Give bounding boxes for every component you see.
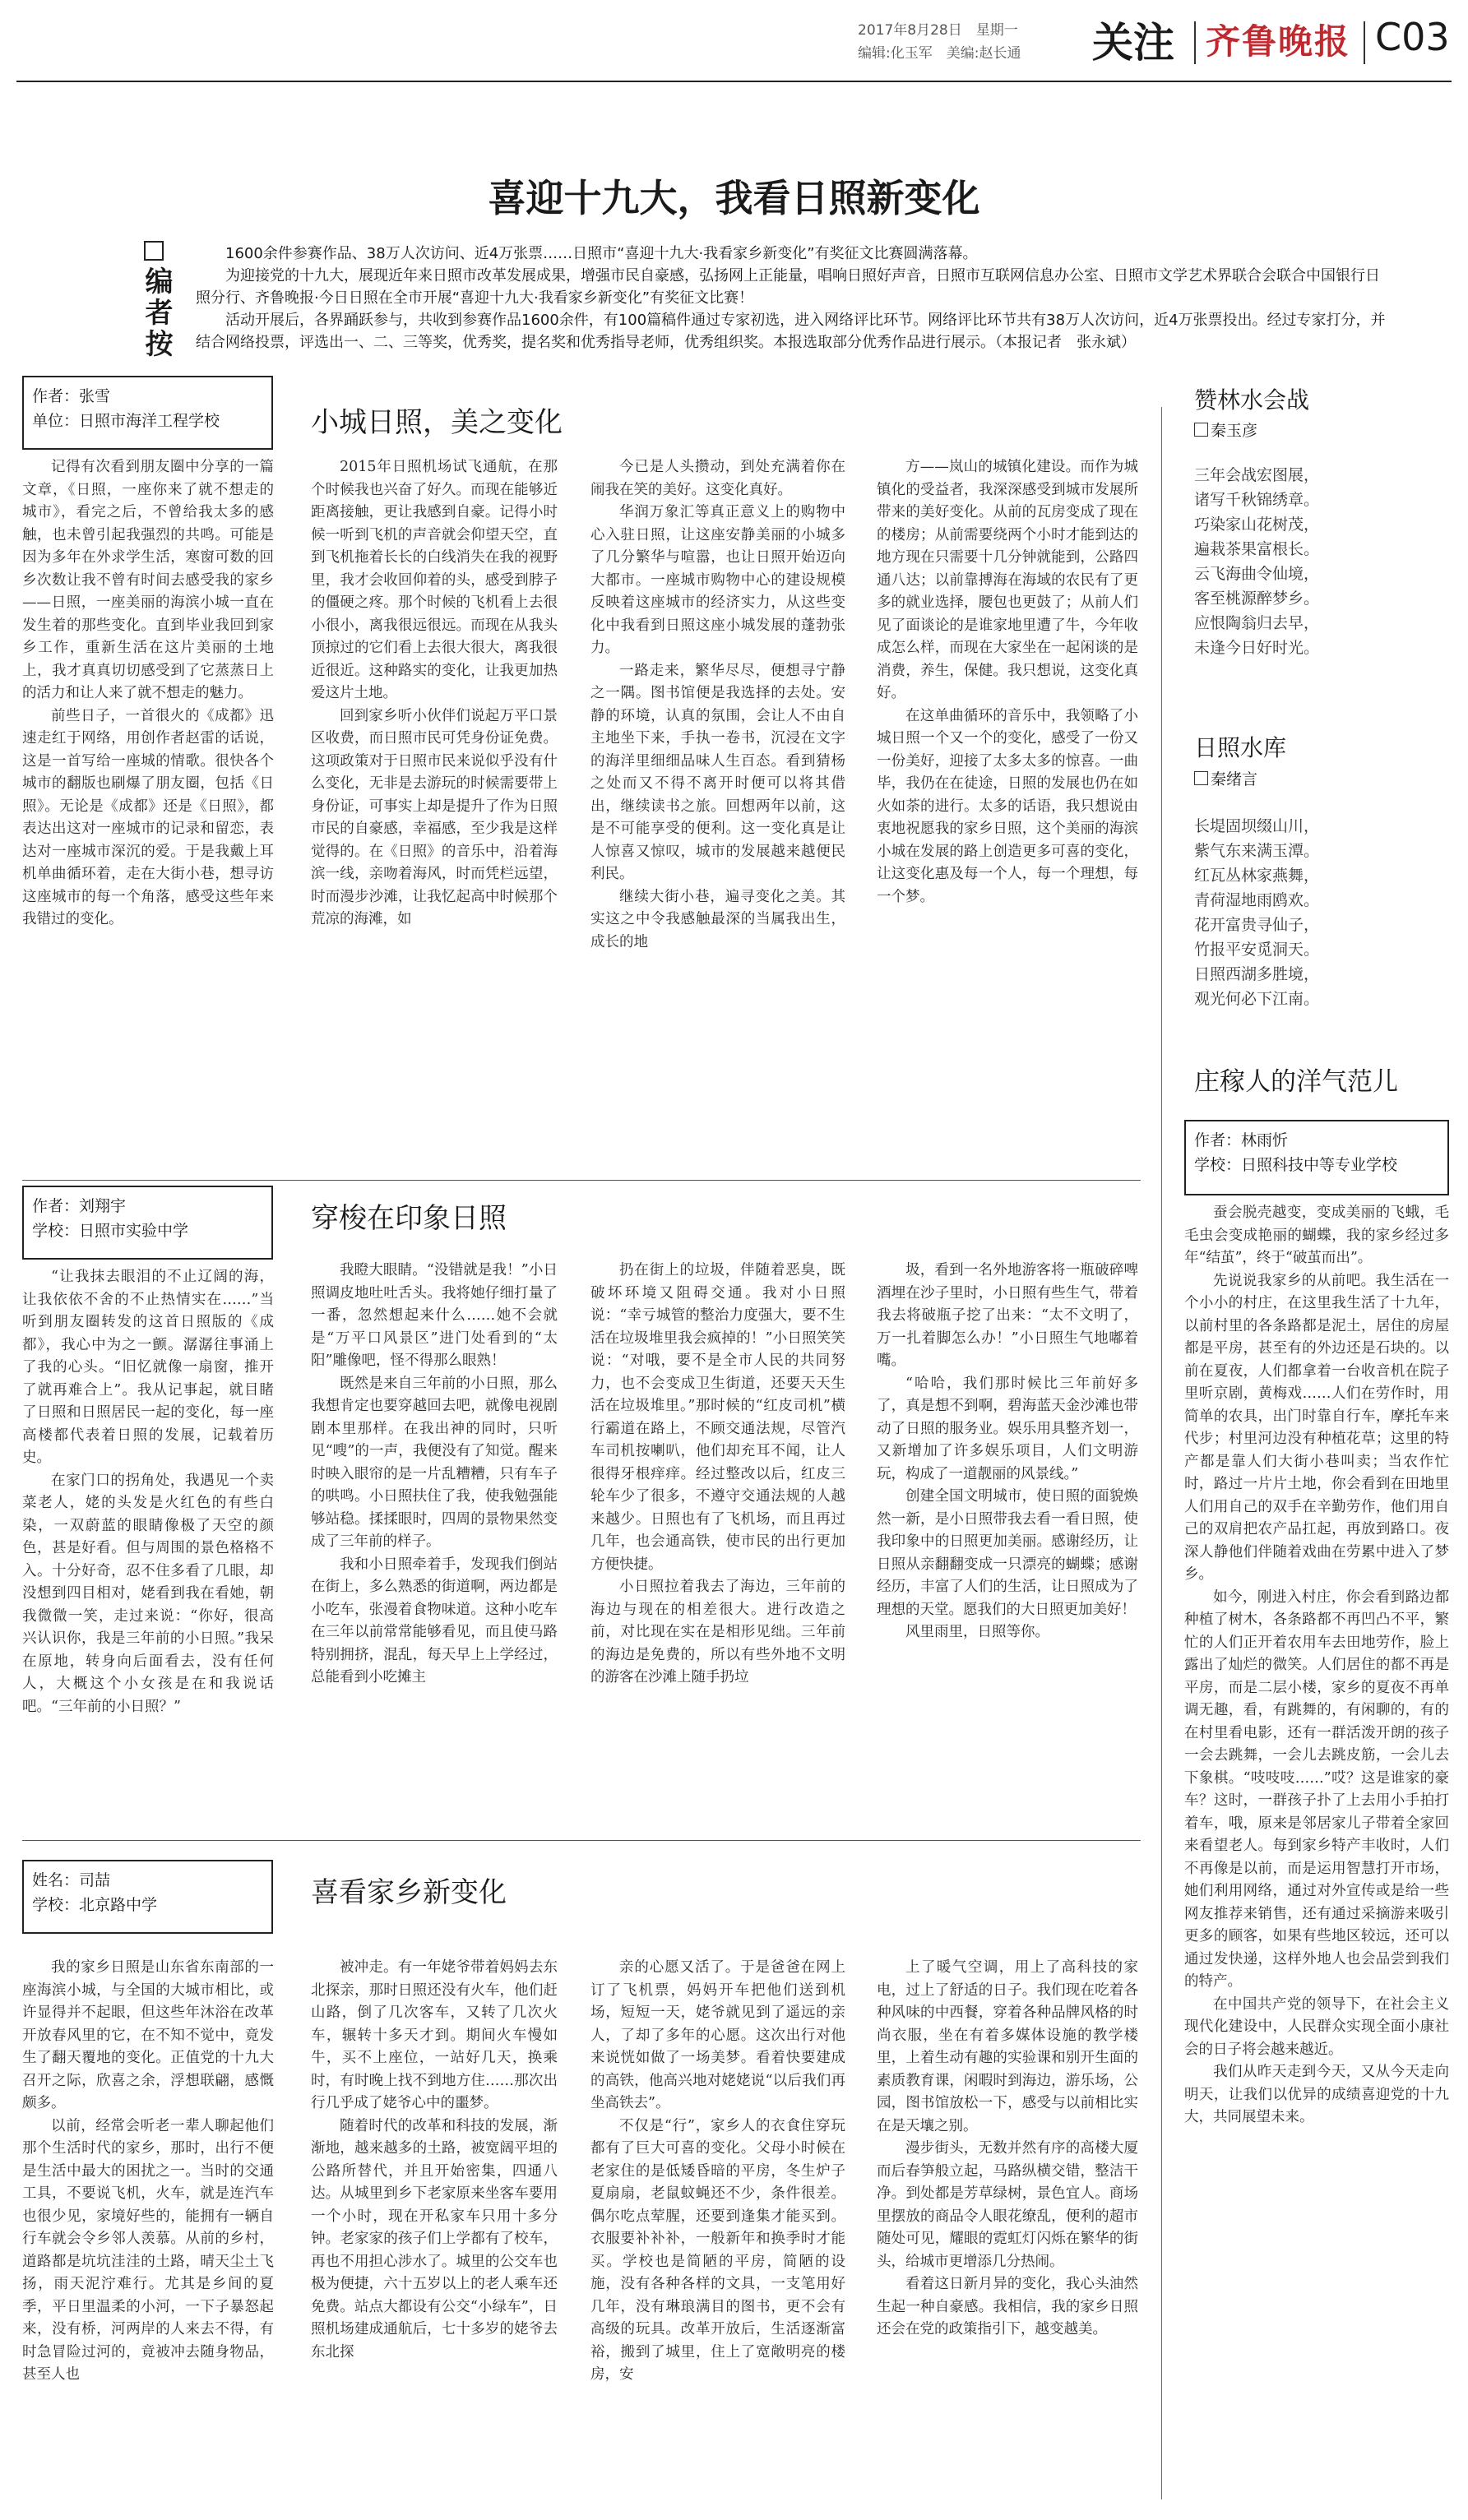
poem-line: 三年会战宏图展， [1194,466,1320,484]
poem-line: 巧染家山花树茂， [1194,516,1320,534]
poem-title: 日照水库 [1194,734,1287,761]
author-box [22,376,273,450]
poem-line: 客至桃源醉梦乡。 [1194,590,1320,608]
article-column [311,456,558,1205]
article-paragraph: 2015年日照机场试飞通航，在那个时候我也兴奋了好久。而现在能够近距离接触，更让我感到自豪。记得小时候一听到飞机的声音就会仰望天空，直到飞机拖着长长的白线消失在我的视野里，我才会收回仰着的头，感受到脖子的僵硬之疼。那个时候的飞机看上去很小很小，离我很远很远。而现在从我头顶掠过的它们看上去很大很大，离我很近很近。这种路实的变化，让我更加热爱这片土地。 [311,459,558,701]
poem-author [1194,767,1257,789]
article-paragraph: 风里雨里，日照等你。 [905,1624,1049,1640]
article-paragraph: 方——岚山的城镇化建设。而作为城镇化的受益者，我深深感受到城市发展所带来的美好变化。从前的瓦房变成了现在的楼房；从前需要绕两个小时才能到达的地方现在只需要十几分钟就能到，公路四通八达；以前靠搏海在海域的农民有了更多的就业选择，腰包也更鼓了；从前人们见了面谈论的是谁家地里遭了牛，今年收成怎么样，而现在大家坐在一起闲谈的是消费，养生，保健。我只想说，这变化真好。 [877,459,1138,701]
article-column [311,1260,558,1901]
poem-body [1194,463,1441,660]
article-paragraph: “让我抹去眼泪的不止辽阔的海，让我依依不舍的不止热情实在……”当听到朋友圈转发的这首日照版的《成都》，我心中为之一颤。潺潺往事涌上了我的心头。“旧忆就像一扇窗，推开了就再难合上”。我从记事起，就目睹了日照和日照居民一起的变化，每一座高楼都代表着日照的发展，记载着历史。 [22,1269,274,1466]
article-paragraph: 创建全国文明城市，使日照的面貌焕然一新，是小日照带我去看一看日照，使我印象中的日照更加美丽。感谢经历，让日照从亲翻翻变成一只漂亮的蝴蝶；感谢经历，丰富了人们的生活，让日照成为了理想的天堂。愿我们的大日照更加美好！ [877,1488,1138,1618]
poem-body [1194,814,1441,1011]
article-paragraph: 今已是人头攒动，到处充满着你在闹我在笑的美好。这变化真好。 [590,459,845,498]
article-column [877,456,1138,1205]
article-paragraph: 我和小日照牵着手，发现我们倒站在街上，多么熟悉的街道啊，两边都是小吃车，张漫着食物味道。这种小吃车在三年以前常常能够看见，而且使马路特别拥挤，混乱，每天早上上学经过，总能看到小吃摊主 [311,1556,558,1685]
article-separator [22,1840,1141,1841]
poem-line: 青荷湿地雨鸥欢。 [1194,891,1320,909]
editor-note-label: 编者按 [140,266,173,360]
author-box [22,1860,273,1934]
article-column [1184,1202,1449,2505]
article-paragraph: 一路走来，繁华尽尽，便想寻宁静之一隅。图书馆便是我选择的去处。安静的环境，认真的氛围，会让人不由自主地坐下来，手执一卷书，沉浸在文字的海洋里细细品味人生百态。看到猜杨之处而又不得不离开时便可以将其借出，继续读书之旅。回想两年以前，这是不可能享受的便利。这一变化真是让人惊喜又惊叹，城市的发展越来越便民利民。 [590,662,845,882]
article-paragraph: 看着这日新月异的变化，我心头油然生起一种自豪感。我相信，我的家乡日照还会在党的政策指引下，越变越美。 [877,2276,1138,2337]
article-paragraph: 在这单曲循环的音乐中，我领略了小城日照一个又一个的变化，感受了一份又一份美好，迎接了太多太多的惊喜。一曲毕，我仍在在徒途，日照的发展也仍在如火如荼的进行。太多的话语，我只想说由衷地祝愿我的家乡日照，这个美丽的海滨小城在发展的路上创造更多可喜的变化，让这变化惠及每一个人，每一个理想，每一个梦。 [877,707,1138,905]
article-paragraph: 我的家乡日照是山东省东南部的一座海滨小城，与全国的大城市相比，或许显得并不起眼，但这些年沐浴在改革开放春风里的它，在不知不觉中，竟发生了翻天覆地的变化。正值党的十九大召开之际，欣喜之余，浮想联翩，感慨颇多。 [22,1959,274,2111]
poem-line: 未逢今日好时光。 [1194,639,1320,657]
author-box [1184,1120,1449,1195]
article-column [877,1260,1138,1901]
article-paragraph: 我瞪大眼睛。“没错就是我！”小日照调皮地吐吐舌头。我将她仔细打量了一番，忽然想起来什么……她不会就是“万平口风景区”进门处看到的“太阳”雕像吧，怪不得那么眼熟！ [311,1262,558,1369]
author-unit: 学校：北京路中学 [32,1896,158,1914]
editor-note-box-icon [144,241,164,261]
poem-line: 长堤固坝缀山川， [1194,817,1320,835]
article-column [22,1957,274,2504]
author-name: 作者：刘翔宇 [32,1197,127,1215]
article-paragraph: 我们从昨天走到今天，又从今天走向明天，让我们以优异的成绩喜迎党的十九大，共同展望未来。 [1184,2064,1449,2125]
article-paragraph: 前些日子，一首很火的《成都》迅速走红于网络，用创作者赵雷的话说，这是一首写给一座城的情歌。很快各个城市的翻版也刷爆了朋友圈，包括《日照》。无论是《成都》还是《日照》，都表达出这对一座城市的记录和留恋，表达对一座城市深沉的爱。于是我戴上耳机单曲循环着，走在大街小巷，想寻访这座城市的每一个角落，感受这些年来我错过的变化。 [22,707,274,927]
article-paragraph: 扔在街上的垃圾，伴随着恶臭，既破坏环境又阻碍交通。我对小日照说：“幸亏城管的整治力度强大，要不生活在垃圾堆里我会疯掉的！”小日照笑笑说：“对哦，要不是全市人民的共同努力，也不会变成卫生街道，还要天天生活在垃圾堆里。”那时候的“红皮司机”横行霸道在路上，不顾交通法规，尽管汽车司机按喇叭，他们却充耳不闻，让人很得牙根痒痒。经过整改以后，红皮三轮车少了很多，不遵守交通法规的人越来越少。日照也有了飞机场，而且再过几年，也会通高铁，使市民的出行更加方便快捷。 [590,1262,845,1573]
article-paragraph: 不仅是“行”，家乡人的衣食住穿玩都有了巨大可喜的变化。父母小时候在老家住的是低矮昏暗的平房，冬生炉子夏扇扇，老鼠蚊蝇还不少，条件很差。偶尔吃点荤腥，还要到逢集才能买到。衣服要补补补，一般新年和换季时才能买。学校也是简陋的平房，简陋的设施，没有各种各样的文具，一支笔用好几年，没有琳琅满目的图书，更不会有高级的玩具。改革开放后，生活逐渐富裕，搬到了城里，住上了宽敞明亮的楼房，安 [590,2117,845,2383]
article-column [22,1266,274,1899]
square-icon [1194,423,1208,437]
article-paragraph: 圾，看到一名外地游客将一瓶破碎啤酒埋在沙子里时，小日照有些生气，带着我去将破瓶子挖了出来：“太不文明了，万一扎着脚怎么办！”小日照生气地嘟着嘴。 [877,1262,1138,1369]
poem-line: 应恨陶翁归去早， [1194,614,1320,632]
poem-title: 赞林水会战 [1194,386,1310,414]
article-column [311,1957,558,2504]
article-paragraph: 如今，刚进入村庄，你会看到路边都种植了树木，各条路都不再凹凸不平，繁忙的人们正开着农用车去田地劳作，脸上露出了灿烂的微笑。人们居住的都不再是平房，而是二层小楼，家乡的夏夜不再单调无趣，看，有跳舞的，有闲聊的，有的在村里看电影，还有一群活泼开朗的孩子一会去跳舞，一会儿去跳皮筋，一会儿去下象棋。“吱吱吱……”哎？这是谁家的豪车？这时，一群孩子扑了上去用小手拍打着车，哦，原来是邻居家儿子带着全家回来看望老人。每到家乡特产丰收时，人们不再像是以前，而是运用智慧打开市场，她们利用网络，通过对外宣传或是给一些网友推荐来销售，还有通过采摘游来吸引更多的顾客，如果有些地区较远，还可以通过发快递，这样外地人也会品尝到我们的特产。 [1184,1588,1449,1990]
article-paragraph: 在家门口的拐角处，我遇见一个卖菜老人，姥的头发是火红色的有些白染，一双蔚蓝的眼睛像极了天空的颜色，甚是好看。但与周围的景色格格不入。十分好奇，忍不住多看了几眼，却没想到四目相对，姥看到我在看她，朝我微微一笑，走过来说：“你好，很高兴认识你，我是三年前的小日照。”我呆在原地，转身向后面看去，没有任何人，大概这个小女孩是在和我说话吧。“三年前的小日照？” [22,1472,274,1715]
poem-line: 花开富贵寻仙子， [1194,916,1320,934]
poem-line: 诸写千秋锦绣章。 [1194,491,1320,509]
poem-line: 紫气东来满玉潭。 [1194,842,1320,860]
poem-line: 观光何必下江南。 [1194,990,1320,1008]
article-column [590,1260,845,1901]
article-paragraph: 蚕会脱壳越变，变成美丽的飞蛾，毛毛虫会变成艳丽的蝴蝶，我的家乡经过多年“结茧”，终于“破茧而出”。 [1184,1205,1449,1266]
article-paragraph: 在中国共产党的领导下，在社会主义现代化建设中，人民群众实现全面小康社会的日子将会越来越近。 [1184,1995,1449,2058]
article-paragraph: 记得有次看到朋友圈中分享的一篇文章，《日照，一座你来了就不想走的城市》，看完之后，不曾给我太多的感触，也未曾引起我强烈的共鸣。可能是因为多年在外求学生活，寒窗可数的回乡次数让我不曾有时间去感受我的家乡——日照，一座美丽的海滨小城一直在发生着的那些变化。直到毕业我回到家乡工作，重新生活在这片美丽的土地上，我才真真切切感受到了它蒸蒸日上的活力和让人来了就不想走的魅力。 [22,459,274,701]
article-paragraph: 小日照拉着我去了海边，三年前的海边与现在的相差很大。进行改造之前，对比现在实在是相形见绌。三年前的海边是免费的，所以有些外地不文明的游客在沙滩上随手扔垃 [590,1579,845,1685]
poem-line: 遍栽茶果富根长。 [1194,540,1320,558]
poem-author [1194,418,1257,441]
author-name: 姓名：司喆 [32,1871,111,1889]
poem-line: 云飞海曲令仙境， [1194,565,1320,583]
author-unit: 学校：日照市实验中学 [32,1222,189,1240]
page-number: C03 [1375,15,1450,59]
author-box [22,1186,273,1260]
article-paragraph: 继续大街小巷，遍寻变化之美。其实这之中令我感触最深的当属我出生，成长的地 [590,888,845,950]
editor-note-paragraph: 1600余件参赛作品、38万人次访问、近4万张票……日照市“喜迎十九大·我看家乡新变化”有奖征文比赛圆满落幕。 [225,245,978,262]
newspaper-logo: 齐鲁晚报 [1206,21,1351,62]
article-title: 喜看家乡新变化 [311,1876,507,1909]
article-paragraph: 华润万象汇等真正意义上的购物中心入驻日照，让这座安静美丽的小城多了几分繁华与喧嚣，也让日照开始迈向大都市。一座城市购物中心的建设规模反映着这座城市的经济实力，从这些变化中我看到日照这座小城发展的蓬勃张力。 [590,504,845,656]
author-name: 作者：张雪 [32,387,111,405]
article-paragraph: 漫步街头，无数并然有序的高楼大厦而后春笋般立起，马路纵横交错，整洁干净。到处都是芳草绿树，景色宜人。商场里摆放的商品令人眼花缭乱，便利的超市随处可见，耀眼的霓虹灯闪烁在繁华的街头，给城市更增添几分热闹。 [877,2140,1138,2270]
issue-date: 2017年8月28日 星期一 [858,22,1018,39]
editor-note [196,243,1392,354]
article-paragraph: 回到家乡听小伙伴们说起万平口景区收费，而日照市民可凭身份证免费。这项政策对于日照市民来说似乎没有什么变化，无非是去游玩的时候需要带上身份证，可事实上却是提升了作为日照市民的自豪感，幸福感，至少我是这样觉得的。在《日照》的音乐中，沿着海滨一线，亲吻着海风，时而凭栏远望，时而漫步沙滩，让我忆起高中时候那个荒凉的海滩，如 [311,707,558,927]
author-name: 作者：林雨忻 [1194,1131,1289,1149]
article-paragraph: “哈哈，我们那时候比三年前好多了，真是想不到啊，碧海蓝天金沙滩也带动了日照的服务业。娱乐用具整齐划一，又新增加了许多娱乐项目，人们文明游玩，构成了一道靓丽的风景线。” [877,1375,1138,1482]
article-paragraph: 先说说我家乡的从前吧。我生活在一个小小的村庄，在这里我生活了十九年，以前村里的各条路都是泥土，居住的房屋都是平房，甚至有的外边还是石块的。以前在夏夜，人们都拿着一台收音机在院子里听京剧，黄梅戏……人们在劳作时，用简单的农具，出门时靠自行车，摩托车来代步；村里河边没有种植花草；这里的特产都是靠人们大街小巷叫卖；当农作忙时，路过一片片土地，你会看到在田地里人们用自己的双手在辛勤劳作，他们用自己的双肩把农产品扛起，再放到路口。夜深人静他们伴随着戏曲在劳累中进入了梦乡。 [1184,1272,1449,1583]
poem-author-name: 秦绪言 [1211,770,1258,788]
article-paragraph: 以前，经常会听老一辈人聊起他们那个生活时代的家乡，那时，出行不便是生活中最大的困扰之一。当时的交通工具，不要说飞机，火车，就是连汽车也很少见，家境好些的，能拥有一辆自行车就会令乡邻人羡慕。从前的乡村，道路都是坑坑洼洼的土路，晴天尘土飞扬，雨天泥泞难行。尤其是乡间的夏季，平日里温柔的小河，一下子暴怒起来，没有桥，河两岸的人来去不得，有时急冒险过河的，竟被冲去随身物品，甚至人也 [22,2117,274,2383]
article-title: 穿梭在印象日照 [311,1202,507,1235]
poem-author-name: 秦玉彦 [1211,422,1258,440]
editor-note-paragraph: 活动开展后，各界踊跃参与，共收到参赛作品1600余件，有100篇稿件通过专家初选，进入网络评比环节。网络评比环节共有38万人次访问，近4万张票投出。经过专家打分，并结合网络投票，评选出一、二、三等奖，优秀奖，提名奖和优秀指导老师，优秀组织奖。本报选取部分优秀作品进行展示。（本报记者 张永斌） [196,312,1386,351]
page-title: 喜迎十九大，我看日照新变化 [488,176,980,220]
square-icon [1194,771,1208,785]
article-title: 小城日照，美之变化 [311,406,563,439]
article-column [590,1957,845,2504]
article-separator [22,1180,1141,1181]
article-column [590,456,845,1205]
article-column [877,1957,1138,2504]
article-paragraph: 既然是来自三年前的小日照，那么我想肯定也要穿越回去吧，就像电视剧剧本里那样。在我出神的同时，只听见“嗖”的一声，我便没有了知觉。醒来时映入眼帘的是一片乱糟糟，只有车子的哄鸣。小日照扶住了我，使我勉强能够站稳。揉揉眼时，四周的景物果然变成了三年前的样子。 [311,1375,558,1550]
editor-note-paragraph: 为迎接党的十九大，展现近年来日照市改革发展成果，增强市民自豪感，弘扬网上正能量，唱响日照好声音，日照市互联网信息办公室、日照市文学艺术界联合会联合中国银行日照分行、齐鲁晚报·今日日照在全市开展“喜迎十九大·我看家乡新变化”有奖征文比赛！ [196,267,1380,307]
article-paragraph: 随着时代的改革和科技的发展，渐渐地，越来越多的土路，被宽阔平坦的公路所替代，并且开始密集，四通八达。从城里到乡下老家原来坐客车要用一个小时，现在开私家车只用十多分钟。老家家的孩子们上学都有了校车，再也不用担心涉水了。城里的公交车也极为便捷，六十五岁以上的老人乘车还免费。站点大都设有公交“小绿车”，日照机场建成通航后，七十多岁的姥爷去东北探 [311,2117,558,2360]
article-title: 庄稼人的洋气范儿 [1194,1067,1398,1097]
poem-line: 红瓦丛林家燕舞， [1194,867,1320,885]
poem-line: 竹报平安觅洞天。 [1194,941,1320,959]
author-unit: 学校：日照科技中等专业学校 [1194,1156,1398,1174]
article-paragraph: 亲的心愿又活了。于是爸爸在网上订了飞机票，妈妈开车把他们送到机场，短短一天，姥爷就见到了遥远的亲人，了却了多年的心愿。这次出行对他来说恍如做了一场美梦。看着快要建成的高铁，他高兴地对姥姥说“以后我们再坐高铁去”。 [590,1959,845,2111]
editors-line: 编辑:化玉军 美编:赵长通 [858,45,1021,62]
section-name: 关注 [1092,19,1174,67]
header-rule [16,81,1452,82]
article-column [22,456,274,1205]
column-divider [1161,407,1162,2499]
author-unit: 单位：日照市海洋工程学校 [32,412,220,430]
poem-line: 日照西湖多胜境， [1194,965,1320,983]
article-paragraph: 上了暖气空调，用上了高科技的家电，过上了舒适的日子。我们现在吃着各种风味的中西餐，穿着各种品牌风格的时尚衣服，坐在有着多媒体设施的教学楼里，上着生动有趣的实验课和别开生面的素质教育课，闲暇时到海边，游乐场，公园，图书馆放松一下，感受与以前相比实在是天壤之别。 [877,1959,1138,2134]
article-paragraph: 被冲走。有一年姥爷带着妈妈去东北探亲，那时日照还没有火车，他们赶山路，倒了几次客车，又转了几次火车，辗转十多天才到。期间火车慢如牛，买不上座位，一站好几天，换乘时，有时晚上找不到地方住……那次出行几乎成了姥爷心中的噩梦。 [311,1959,558,2111]
header-divider [1194,21,1196,64]
header-divider [1364,21,1365,64]
